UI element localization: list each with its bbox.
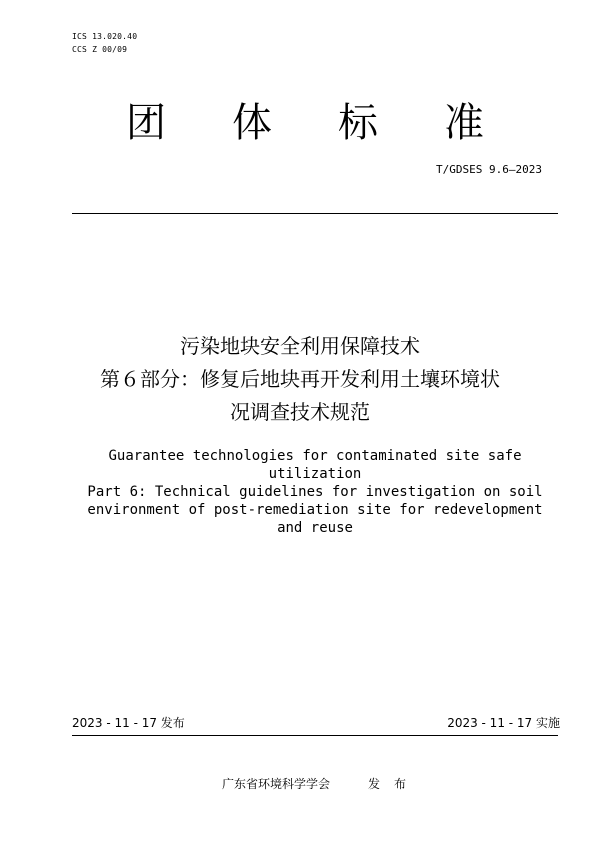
standard-type-char: 准: [444, 100, 484, 146]
chinese-title: [60, 330, 540, 429]
standard-type-char: 标: [338, 100, 378, 146]
publisher-action: 发布: [368, 777, 421, 791]
english-title: [60, 447, 570, 537]
footer-divider: [72, 735, 558, 736]
implementation-date: 2023 - 11 - 17 实施: [447, 716, 560, 730]
standard-type-char: 体: [232, 100, 272, 146]
chinese-title-line: 第６部分：修复后地块再开发利用土壤环境状: [100, 367, 500, 391]
english-title-line: and reuse: [277, 520, 353, 536]
classification-codes: [72, 30, 137, 56]
chinese-title-line: 污染地块安全利用保障技术: [180, 334, 420, 358]
publisher-line: [222, 777, 420, 791]
standard-number: T/GDSES 9.6—2023: [436, 163, 542, 176]
issue-date: 2023 - 11 - 17 发布: [72, 716, 185, 730]
english-title-line: Guarantee technologies for contaminated site safe: [108, 448, 522, 464]
standard-type-char: 团: [126, 100, 166, 146]
header-divider: [72, 213, 558, 214]
english-title-line: utilization: [268, 466, 362, 482]
english-title-line: Part 6: Technical guidelines for investigation on soil: [87, 484, 543, 500]
chinese-title-line: 况调查技术规范: [230, 400, 370, 424]
english-title-line: environment of post-remediation site for redevelopment: [87, 502, 543, 518]
ics-code: ICS 13.020.40: [72, 32, 138, 41]
ccs-code: CCS Z 00/09: [72, 45, 128, 54]
standard-type-title: [72, 98, 500, 148]
publisher-name: 广东省环境科学学会: [222, 777, 331, 791]
